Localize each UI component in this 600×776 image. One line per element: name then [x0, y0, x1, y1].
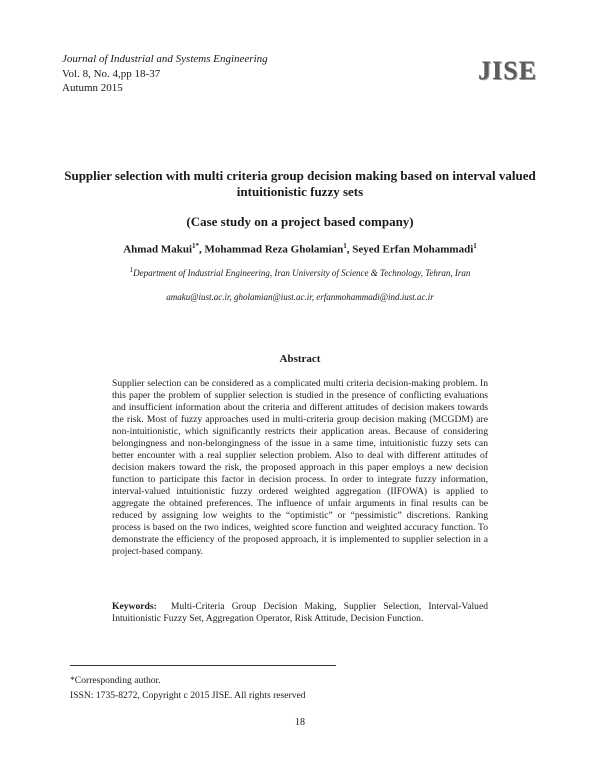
author-mark: 1 [473, 242, 477, 250]
volume-line: Vol. 8, No. 4,pp 18-37 [62, 67, 161, 80]
issn-copyright: ISSN: 1735-8272, Copyright c 2015 JISE. All rights reserved [70, 690, 306, 701]
page-number: 18 [295, 717, 305, 728]
footnote-divider [70, 665, 336, 666]
journal-name: Journal of Industrial and Systems Engineering [62, 53, 268, 65]
corresponding-note: *Corresponding author. [70, 675, 161, 686]
footnote [70, 673, 306, 703]
affiliation-text: Department of Industrial Engineering, Iran University of Science & Technology, Tehran, Iran [133, 268, 471, 278]
author-name: Seyed Erfan Mohammadi [352, 243, 474, 256]
affiliation-mark: 1 [129, 266, 134, 274]
author-emails: amaku@iust.ac.ir, gholamian@iust.ac.ir, erfanmohammadi@ind.iust.ac.ir [166, 292, 434, 302]
keywords-label: Keywords: [112, 601, 157, 612]
author-name: Mohammad Reza Gholamian [204, 243, 344, 256]
paper-title: Supplier selection with multi criteria group decision making based on interval valued intuitionistic fuzzy sets [64, 168, 536, 199]
author-mark: 1* [192, 242, 200, 250]
author-mark: 1 [343, 242, 347, 250]
abstract-text: Supplier selection can be considered as a complicated multi criteria decision-making problem. In this paper the problem of supplier selection is studied in the presence of conflicting evaluations and insufficient information about the criteria and different attitudes of decision makers towards the risk. Most of fuzzy approaches used in multi-criteria group decision making (MCGDM) are non-intuitionistic, which significantly restricts their application areas. Because of considering belongingness and non-belongingness of the issue in a same time, intuitionistic fuzzy sets can better encounter with a real supplier selection problem. Also to deal with different attitudes of decision makers toward the risk, the proposed approach in this paper employs a new decision function to participate this factor in decision process. In order to integrate fuzzy information, interval-valued intuitionistic fuzzy ordered weighted aggregation (IIFOWA) is applied to aggregate the obtained preferences. The influence of unfair arguments in final results can be reduced by assigning low weights to the “optimistic” or “pessimistic” discretions. Ranking process is based on the two indices, weighted score function and weighted accuracy function. To demonstrate the efficiency of the proposed approach, it is implemented to supplier selection in a project-based company. [112, 378, 488, 557]
keywords-text: Multi-Criteria Group Decision Making, Supplier Selection, Interval-Valued Intuitionistic Fuzzy Set, Aggregation Operator, Risk Attitude, Decision Function. [112, 601, 489, 624]
keywords [112, 601, 488, 625]
jise-logo: JISE [478, 56, 537, 85]
issue-season: Autumn 2015 [62, 82, 123, 94]
paper-subtitle: (Case study on a project based company) [186, 214, 414, 229]
abstract-heading: Abstract [279, 353, 321, 365]
journal-header [62, 52, 268, 96]
author-name: Ahmad Makui [123, 243, 193, 256]
author-list: Ahmad Makui$^{1*}$, Mohammad Reza Gholamian$^1$, Seyed Erfan Mohammadi$^1$ [123, 242, 477, 256]
affiliation [40, 266, 560, 278]
